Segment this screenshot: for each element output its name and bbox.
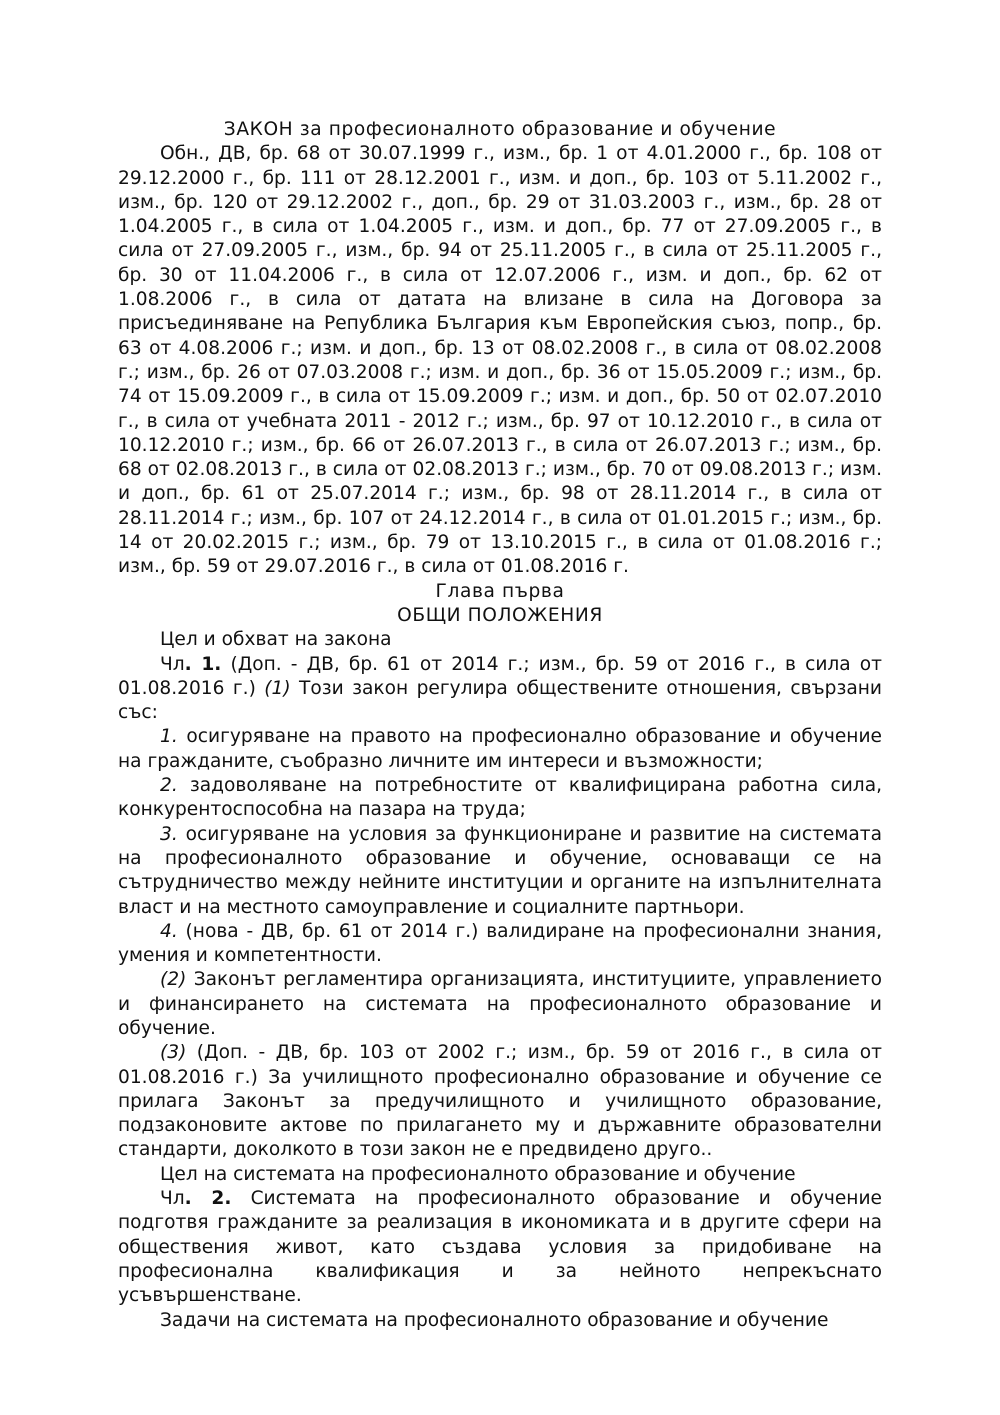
law-title: ЗАКОН за професионалното образование и обучение bbox=[223, 119, 777, 140]
item-number: 3. bbox=[160, 823, 178, 845]
document-page bbox=[118, 118, 882, 1333]
list-item bbox=[118, 725, 882, 774]
item-text: осигуряване на условия за функциониране и развитие на системата на професионалното образование и обучение, основаващи се на сътрудничество между нейните институции и органите на изпълнителната власт и на местното самоуправление и социалните партньори. bbox=[118, 823, 882, 918]
paragraph-number: (1) bbox=[264, 677, 291, 699]
article-number: . 2. bbox=[184, 1188, 232, 1210]
paragraph-number: (2) bbox=[160, 969, 187, 991]
article-number: . 1. bbox=[184, 653, 222, 675]
article-amendment-note: (Доп. - ДВ, бр. 61 от 2014 г.; изм., бр. 59 от 2016 г., в сила от 01.08.2016 г.) bbox=[118, 653, 882, 699]
item-text: (нова - ДВ, бр. 61 от 2014 г.) валидиране на професионални знания, умения и компетентности. bbox=[118, 920, 882, 967]
article-1-paragraph-3 bbox=[118, 1041, 882, 1162]
paragraph-text: Законът регламентира организацията, институциите, управлението и финансирането на системата на професионалното образование и обучение. bbox=[118, 969, 882, 1039]
chapter-label: Глава първа bbox=[435, 580, 565, 602]
list-item bbox=[118, 774, 882, 823]
section-heading-purpose: Цел на системата на професионалното образование и обучение bbox=[160, 1163, 796, 1185]
paragraph-number: (3) bbox=[160, 1042, 187, 1064]
item-text: осигуряване на правото на професионално образование и обучение на гражданите, съобразно личните им интереси и възможности; bbox=[118, 726, 882, 772]
article-1 bbox=[118, 653, 882, 726]
item-text: задоволяване на потребностите от квалифицирана работна сила, конкурентоспособна на пазара на труда; bbox=[118, 775, 882, 821]
item-number: 1. bbox=[160, 726, 178, 748]
article-prefix: Чл bbox=[160, 653, 185, 675]
list-item bbox=[118, 823, 882, 920]
section-heading-scope: Цел и обхват на закона bbox=[160, 629, 392, 651]
list-item bbox=[118, 920, 882, 969]
article-1-paragraph-2 bbox=[118, 968, 882, 1041]
chapter-title: ОБЩИ ПОЛОЖЕНИЯ bbox=[397, 604, 603, 626]
section-heading-tasks: Задачи на системата на професионалното образование и обучение bbox=[160, 1309, 829, 1331]
article-text: Системата на професионалното образование и обучение подготвя гражданите за реализация в икономиката и в другите сфери на обществения живот, като създава условия за придобиване на професионална квалификация и за нейното непрекъснато усъвършенстване. bbox=[118, 1188, 882, 1307]
promulgation-note: Обн., ДВ, бр. 68 от 30.07.1999 г., изм., бр. 1 от 4.01.2000 г., бр. 108 от 29.12.2000 г., бр. 111 от 28.12.2001 г., изм. и доп., бр. 103 от 5.11.2002 г., изм., бр. 120 от 29.12.2002 г., доп., бр. 29 от 31.03.2003 г., изм., бр. 28 от 1.04.2005 г., в сила от 1.04.2005 г., изм. и доп., бр. 77 от 27.09.2005 г., в сила от 27.09.2005 г., изм., бр. 94 от 25.11.2005 г., в сила от 25.11.2005 г., бр. 30 от 11.04.2006 г., в сила от 12.07.2006 г., изм. и доп., бр. 62 от 1.08.2006 г., в сила от датата на влизане в сила на Договора за присъединяване на Република България към Европейския съюз, попр., бр. 63 от 4.08.2006 г.; изм. и доп., бр. 13 от 08.02.2008 г., в сила от 08.02.2008 г.; изм., бр. 26 от 07.03.2008 г.; изм. и доп., бр. 36 от 15.05.2009 г.; изм., бр. 74 от 15.09.2009 г., в сила от 15.09.2009 г.; изм. и доп., бр. 50 от 02.07.2010 г., в сила от учебната 2011 - 2012 г.; изм., бр. 97 от 10.12.2010 г., в сила от 10.12.2010 г.; изм., бр. 66 от 26.07.2013 г., в сила от 26.07.2013 г.; изм., бр. 68 от 02.08.2013 г., в сила от 02.08.2013 г.; изм., бр. 70 от 09.08.2013 г.; изм. и доп., бр. 61 от 25.07.2014 г.; изм., бр. 98 от 28.11.2014 г., в сила от 28.11.2014 г.; изм., бр. 107 от 24.12.2014 г., в сила от 01.01.2015 г.; изм., бр. 14 от 20.02.2015 г.; изм., бр. 79 от 13.10.2015 г., в сила от 01.08.2016 г.; изм., бр. 59 от 29.07.2016 г., в сила от 01.08.2016 г. bbox=[118, 143, 882, 578]
paragraph-text: Този закон регулира обществените отношения, свързани със: bbox=[118, 677, 883, 724]
paragraph-text: (Доп. - ДВ, бр. 103 от 2002 г.; изм., бр. 59 от 2016 г., в сила от 01.08.2016 г.) За училищното професионално образование и обучение се прилага Законът за предучилищното и училищното образование, подзаконовите актове по прилагането му и държавните образователни стандарти, доколкото в този закон не е предвидено друго.. bbox=[118, 1042, 882, 1161]
item-number: 2. bbox=[160, 775, 178, 797]
article-2 bbox=[118, 1187, 882, 1308]
item-number: 4. bbox=[160, 920, 178, 942]
article-prefix: Чл bbox=[160, 1188, 185, 1210]
